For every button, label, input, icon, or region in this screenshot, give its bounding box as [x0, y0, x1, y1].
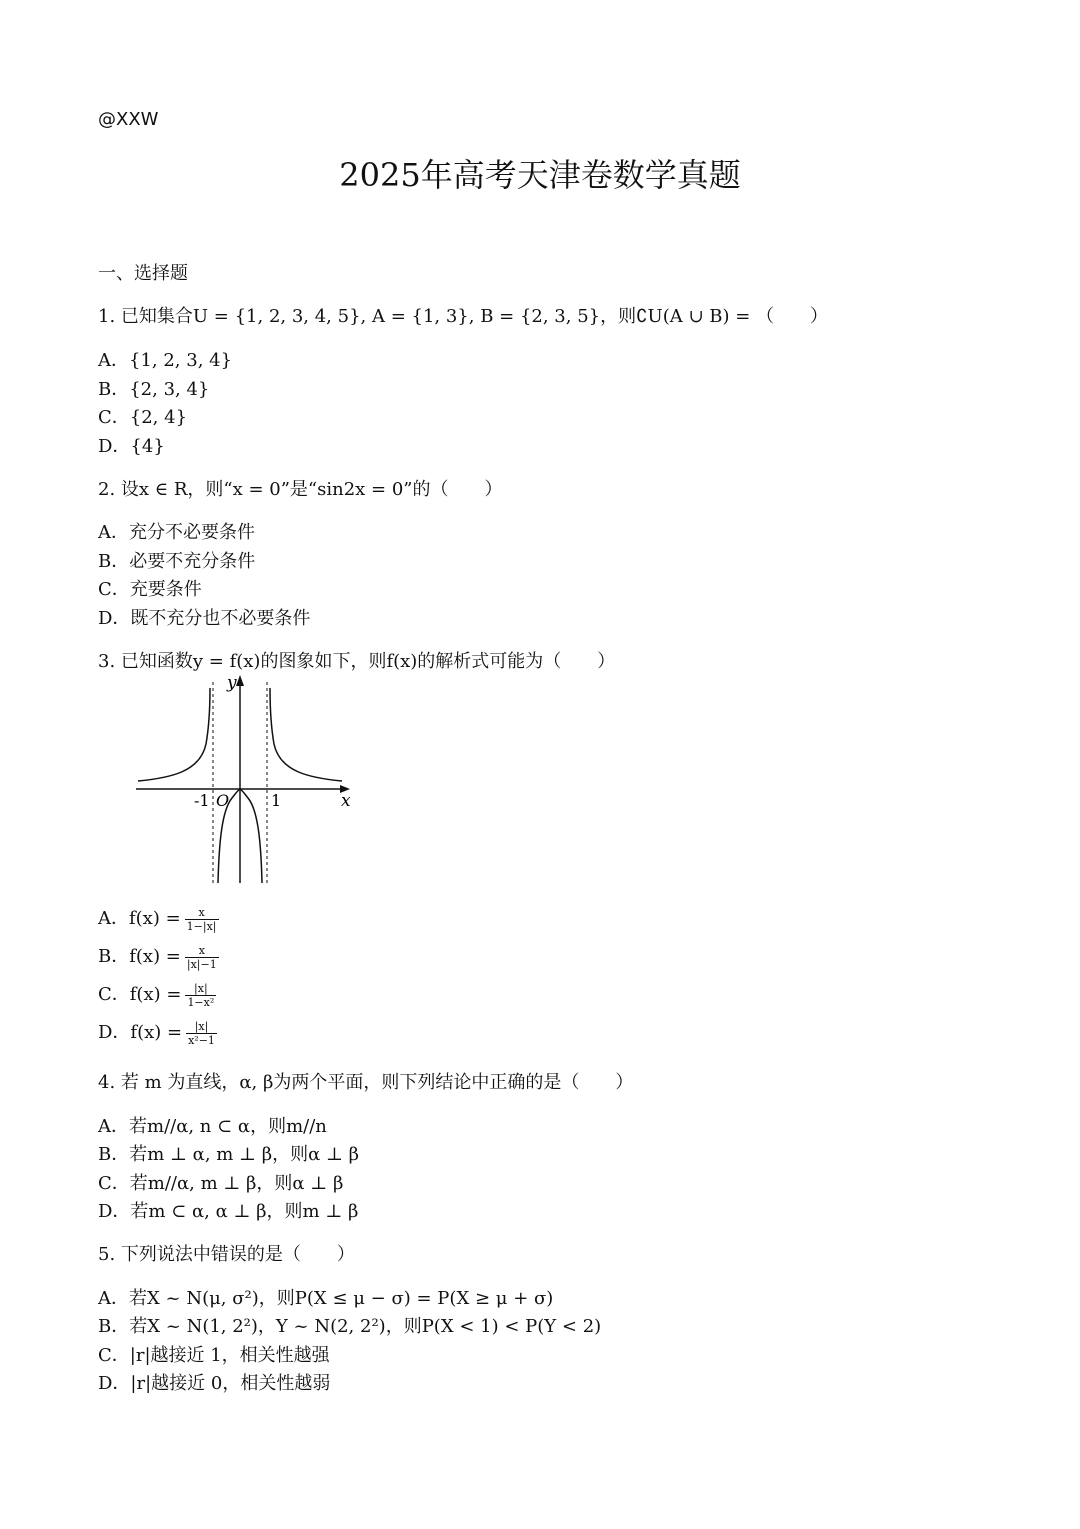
denominator: 1−|x|	[186, 919, 217, 933]
question-5-option-c: C．|r|越接近 1，相关性越强	[98, 1345, 330, 1366]
question-3-option-c	[98, 980, 216, 1009]
option-prefix: A．f(x) =	[98, 908, 181, 929]
one-label: 1	[271, 791, 282, 810]
watermark: @XXW	[98, 109, 159, 130]
fraction	[185, 906, 219, 933]
question-4-option-d: D．若m ⊂ α, α ⊥ β，则m ⊥ β	[98, 1201, 359, 1222]
origin-label: O	[216, 791, 230, 810]
numerator: |x|	[194, 981, 208, 995]
section-heading: 一、选择题	[98, 263, 188, 284]
question-4-option-c: C．若m//α, m ⊥ β，则α ⊥ β	[98, 1173, 344, 1194]
question-5-option-b: B．若X ~ N(1, 2²)，Y ~ N(2, 2²)，则P(X < 1) < P(Y < 2)	[98, 1316, 602, 1337]
question-2-option-d: D．既不充分也不必要条件	[98, 608, 311, 629]
y-axis-label: y	[227, 673, 237, 693]
option-prefix: B．f(x) =	[98, 946, 181, 967]
question-1-option-b: B．{2, 3, 4}	[98, 379, 210, 400]
denominator: x²−1	[188, 1033, 215, 1047]
y-axis-arrow	[236, 675, 244, 686]
denominator: |x|−1	[186, 957, 217, 971]
page-title: 2025年高考天津卷数学真题	[339, 156, 741, 194]
question-4-option-b: B．若m ⊥ α, m ⊥ β，则α ⊥ β	[98, 1144, 360, 1165]
denominator: 1−x²	[187, 995, 215, 1009]
question-5-stem: 5. 下列说法中错误的是（ ）	[98, 1244, 355, 1265]
question-1-option-c: C．{2, 4}	[98, 407, 188, 428]
question-2-option-a: A．充分不必要条件	[98, 522, 255, 543]
question-3-option-d	[98, 1018, 217, 1047]
question-4-stem: 4. 若 m 为直线，α, β为两个平面，则下列结论中正确的是（ ）	[98, 1072, 634, 1093]
question-3-option-b	[98, 942, 219, 971]
question-4-option-a: A．若m//α, n ⊂ α，则m//n	[98, 1116, 327, 1137]
numerator: |x|	[194, 1019, 209, 1033]
neg-one-label: -1	[194, 791, 210, 810]
x-axis-label: x	[341, 791, 351, 811]
question-5-option-d: D．|r|越接近 0，相关性越弱	[98, 1373, 331, 1394]
question-1-option-d: D．{4}	[98, 436, 165, 457]
curve-right-branch	[270, 688, 342, 781]
question-1-option-a: A．{1, 2, 3, 4}	[98, 350, 233, 371]
question-3-stem: 3. 已知函数y = f(x)的图象如下，则f(x)的解析式可能为（ ）	[98, 651, 616, 672]
function-graph	[130, 672, 360, 887]
question-5-option-a: A．若X ~ N(μ, σ²)，则P(X ≤ μ − σ) = P(X ≥ μ + σ)	[98, 1288, 554, 1309]
question-2-option-c: C．充要条件	[98, 579, 202, 600]
question-3-option-a	[98, 904, 219, 933]
numerator: x	[198, 943, 205, 957]
fraction	[185, 944, 219, 971]
option-prefix: C．f(x) =	[98, 984, 182, 1005]
question-1-stem: 1. 已知集合U = {1, 2, 3, 4, 5}, A = {1, 3}, B = {2, 3, 5}，则∁U(A ∪ B) = （ ）	[98, 306, 829, 327]
option-prefix: D．f(x) =	[98, 1022, 183, 1043]
curve-left-branch	[138, 688, 210, 781]
question-2-option-b: B．必要不充分条件	[98, 551, 256, 572]
fraction	[186, 1020, 217, 1047]
question-2-stem: 2. 设x ∈ R，则“x = 0”是“sin2x = 0”的（ ）	[98, 479, 503, 500]
fraction	[185, 982, 216, 1009]
numerator: x	[198, 905, 205, 919]
